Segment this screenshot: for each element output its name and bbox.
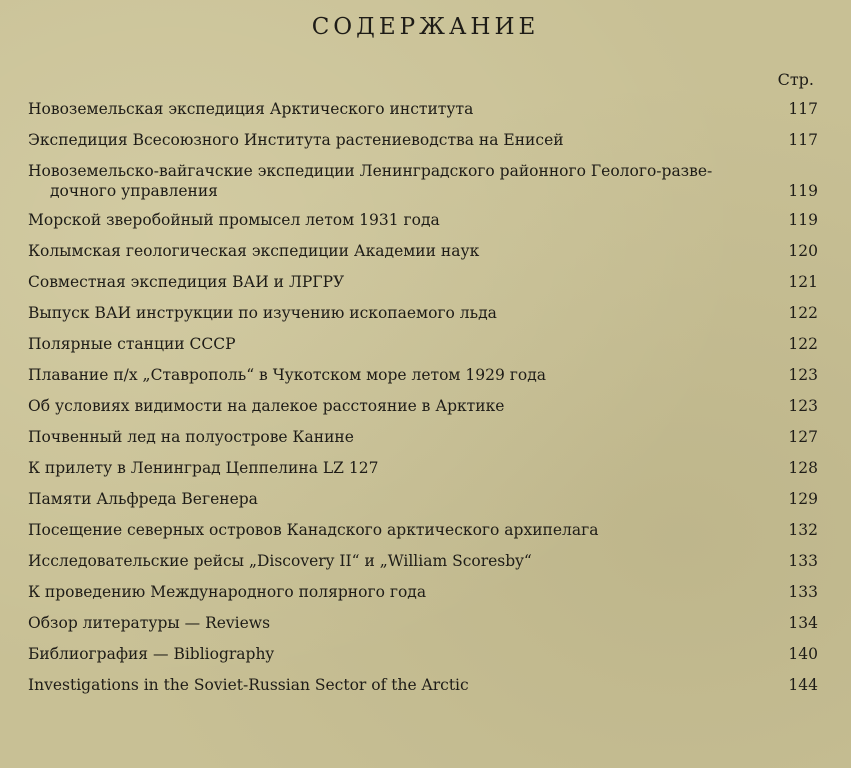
toc-entry-page: 140 [788, 645, 818, 663]
toc-entry [28, 582, 818, 602]
toc-entry [28, 241, 818, 261]
toc-entry-page: 123 [788, 397, 818, 415]
toc-entry-page: 129 [788, 490, 818, 508]
toc-entry [28, 458, 818, 478]
toc-entry [28, 489, 818, 509]
toc-entry-title: Колымская геологическая экспедиции Академии наук [28, 242, 480, 260]
toc-entry-title: Выпуск ВАИ инструкции по изучению ископаемого льда [28, 304, 497, 322]
toc-entry-page: 122 [788, 335, 818, 353]
toc-entry-title: Совместная экспедиция ВАИ и ЛРГРУ [28, 273, 345, 291]
toc-entry [28, 334, 818, 354]
toc-entry-page: 144 [788, 676, 818, 694]
toc-entry-title: Новоземельская экспедиция Арктического института [28, 100, 474, 118]
toc-entry-title: Библиография — Bibliography [28, 645, 275, 663]
toc-entry [28, 551, 818, 571]
toc-entry-title: К прилету в Ленинград Цеппелина LZ 127 [28, 459, 379, 477]
toc-entry-title: Обзор литературы — Reviews [28, 614, 271, 632]
toc-entry-page: 133 [788, 583, 818, 601]
toc-entry-title-continued: дочного управления [50, 182, 218, 200]
toc-entry-title: Почвенный лед на полуострове Канине [28, 428, 354, 446]
toc-entry-page: 117 [788, 100, 818, 118]
toc-entry [28, 644, 818, 664]
toc-entry-page: 120 [788, 242, 818, 260]
page-column-header: Стр. [777, 70, 814, 89]
toc-entry-page: 134 [788, 614, 818, 632]
toc-entry-page: 127 [788, 428, 818, 446]
toc-entry-title: Памяти Альфреда Вегенера [28, 490, 258, 508]
toc-entry [28, 613, 818, 633]
toc-list [28, 99, 818, 706]
toc-entry [28, 675, 818, 695]
toc-entry-page: 123 [788, 366, 818, 384]
toc-entry-page: 122 [788, 304, 818, 322]
toc-entry-title: К проведению Международного полярного года [28, 583, 427, 601]
toc-entry-page: 119 [788, 182, 818, 200]
page-title: СОДЕРЖАНИЕ [311, 14, 540, 40]
toc-entry-title: Посещение северных островов Канадского арктического архипелага [28, 521, 599, 539]
toc-entry-title: Новоземельско-вайгачские экспедиции Ленинградского районного Геолого-разве- [28, 162, 713, 180]
toc-entry [28, 130, 818, 150]
toc-entry-page: 128 [788, 459, 818, 477]
toc-entry-title: Морской зверобойный промысел летом 1931 года [28, 211, 440, 229]
toc-entry [28, 365, 818, 385]
toc-entry [28, 396, 818, 416]
toc-entry-page: 121 [788, 273, 818, 291]
toc-entry-title: Экспедиция Всесоюзного Института растениеводства на Енисей [28, 131, 564, 149]
toc-entry-page: 133 [788, 552, 818, 570]
toc-entry-title: Полярные станции СССР [28, 335, 236, 353]
toc-entry-page: 132 [788, 521, 818, 539]
toc-entry-title-wrapper [28, 161, 778, 201]
toc-entry-title: Investigations in the Soviet-Russian Sector of the Arctic [28, 676, 469, 694]
toc-entry [28, 210, 818, 230]
toc-entry [28, 520, 818, 540]
toc-entry-title: Исследовательские рейсы „Discovery II“ и „William Scoresby“ [28, 552, 532, 570]
toc-entry-page: 117 [788, 131, 818, 149]
toc-entry [28, 99, 818, 119]
toc-entry [28, 427, 818, 447]
toc-entry-title: Плавание п/х „Ставрополь“ в Чукотском море летом 1929 года [28, 366, 547, 384]
toc-entry [28, 303, 818, 323]
toc-entry [28, 161, 818, 201]
toc-entry-title: Об условиях видимости на далекое расстояние в Арктике [28, 397, 505, 415]
toc-entry-page: 119 [788, 211, 818, 229]
toc-entry [28, 272, 818, 292]
